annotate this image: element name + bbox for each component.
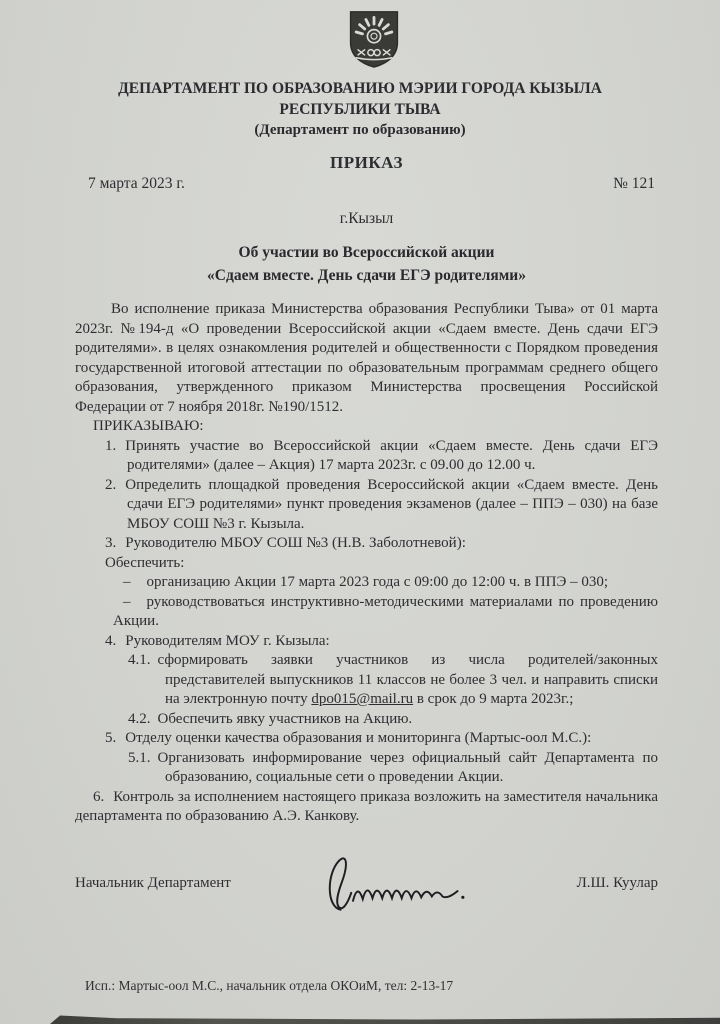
email-address: dpo015@mail.ru <box>311 691 414 707</box>
signer-name: Л.Ш. Куулар <box>576 875 658 891</box>
item-text: Контроль за исполнением настоящего приказа возложить на заместителя начальника департамента по образованию А.Э. Канкову. <box>75 788 658 824</box>
order-item-1 <box>105 437 658 476</box>
order-item-5 <box>105 729 658 749</box>
order-item-3-bullet-1 <box>113 573 658 593</box>
organization-header <box>0 78 720 141</box>
paper-bottom-edge <box>50 1014 720 1024</box>
signer-position: Начальник Департамент <box>75 875 231 891</box>
org-name-line1: ДЕПАРТАМЕНТ ПО ОБРАЗОВАНИЮ МЭРИИ ГОРОДА КЫЗЫЛА <box>118 80 602 97</box>
emblem-container <box>0 0 720 72</box>
document-type-title: ПРИКАЗ <box>330 153 403 172</box>
kyzyl-coat-of-arms-icon <box>346 9 402 69</box>
bullet-text: организацию Акции 17 марта 2023 года с 09:00 до 12:00 ч. в ППЭ – 030; <box>146 574 609 590</box>
item-number: 1. <box>105 437 117 454</box>
date-number-row <box>75 175 658 193</box>
item-text: Отделу оценки качества образования и мониторинга (Мартыс-оол М.С.): <box>125 730 592 746</box>
bullet-text: руководствоваться инструктивно-методическими материалами по проведению Акции. <box>113 593 658 629</box>
order-item-4-1 <box>128 651 658 710</box>
item-number: 5. <box>105 730 117 746</box>
item-number: 2. <box>105 476 117 493</box>
item-text: Организовать информирование через официальный сайт Департамента по образованию, социальные сети о проведении Акции. <box>157 749 658 785</box>
item-number: 5.1. <box>128 749 151 766</box>
item-text: в срок до 9 марта 2023г.; <box>413 691 574 707</box>
signature-block <box>75 853 658 915</box>
bullet-marker: – <box>123 574 131 590</box>
bullet-marker: – <box>123 593 131 610</box>
item-number: 4.2. <box>128 710 151 727</box>
subject-line2: «Сдаем вместе. День сдачи ЕГЭ родителями» <box>207 267 526 284</box>
document-date: 7 марта 2023 г. <box>88 175 185 192</box>
order-item-3 <box>105 534 658 554</box>
item-text: сформировать заявки участников из числа родителей/законных представителей выпускников 11 классов не более 3 чел. и направить списки на электронную почту <box>157 652 658 707</box>
document-number: № 121 <box>613 175 655 192</box>
document-body <box>75 300 658 827</box>
preamble-paragraph: Во исполнение приказа Министерства образования Республики Тыва» от 01 марта 2023г. №194-д «О проведении Всероссийской акции «Сдаем вместе. День сдачи ЕГЭ родителями». в целях ознакомления родителей и общественности с Порядком проведения государственной итоговой аттестации по образовательным программам среднего общего образования, утвержденного приказом Министерства просвещения Российской Федерации от 7 ноября 2018г. №190/1512. <box>75 301 658 415</box>
executor-note: Исп.: Мартыс-оол М.С., начальник отдела ОКОиМ, тел: 2-13-17 <box>85 978 454 993</box>
handwritten-signature-icon <box>316 853 491 915</box>
order-item-4-2 <box>128 710 658 730</box>
item-number: 4. <box>105 632 117 649</box>
item-text: Принять участие во Всероссийской акции «Сдаем вместе. День сдачи ЕГЭ родителями» (далее – Акция) 17 марта 2023г. с 09.00 до 12.00 ч. <box>125 437 658 473</box>
item-number: 4.1. <box>128 652 151 668</box>
item-text: Обеспечить явку участников на Акцию. <box>157 710 413 727</box>
item-number: 6. <box>93 788 105 805</box>
order-item-3-bullet-2 <box>113 593 658 632</box>
item-text: Определить площадкой проведения Всероссийской акции «Сдаем вместе. День сдачи ЕГЭ родителями» пункт проведения экзаменов (далее – ППЭ – 030) на базе МБОУ СОШ №3 г. Кызыла. <box>125 476 658 532</box>
document-subject <box>75 241 658 287</box>
item-number: 3. <box>105 535 117 551</box>
order-item-3-sublabel: Обеспечить: <box>105 554 185 571</box>
order-item-4 <box>105 632 658 652</box>
item-text: Руководителям МОУ г. Кызыла: <box>125 632 330 649</box>
order-item-6 <box>75 788 658 827</box>
order-item-2 <box>105 476 658 535</box>
document-city: г.Кызыл <box>339 210 394 227</box>
item-text: Руководителю МБОУ СОШ №3 (Н.В. Заболотневой): <box>125 535 466 551</box>
org-name-line2: РЕСПУБЛИКИ ТЫВА <box>279 101 441 118</box>
org-name-short: (Департамент по образованию) <box>254 122 466 138</box>
order-item-5-1 <box>128 749 658 788</box>
decree-word: ПРИКАЗЫВАЮ: <box>93 418 204 434</box>
subject-line1: Об участии во Всероссийской акции <box>238 244 495 261</box>
order-items-list <box>105 437 658 788</box>
